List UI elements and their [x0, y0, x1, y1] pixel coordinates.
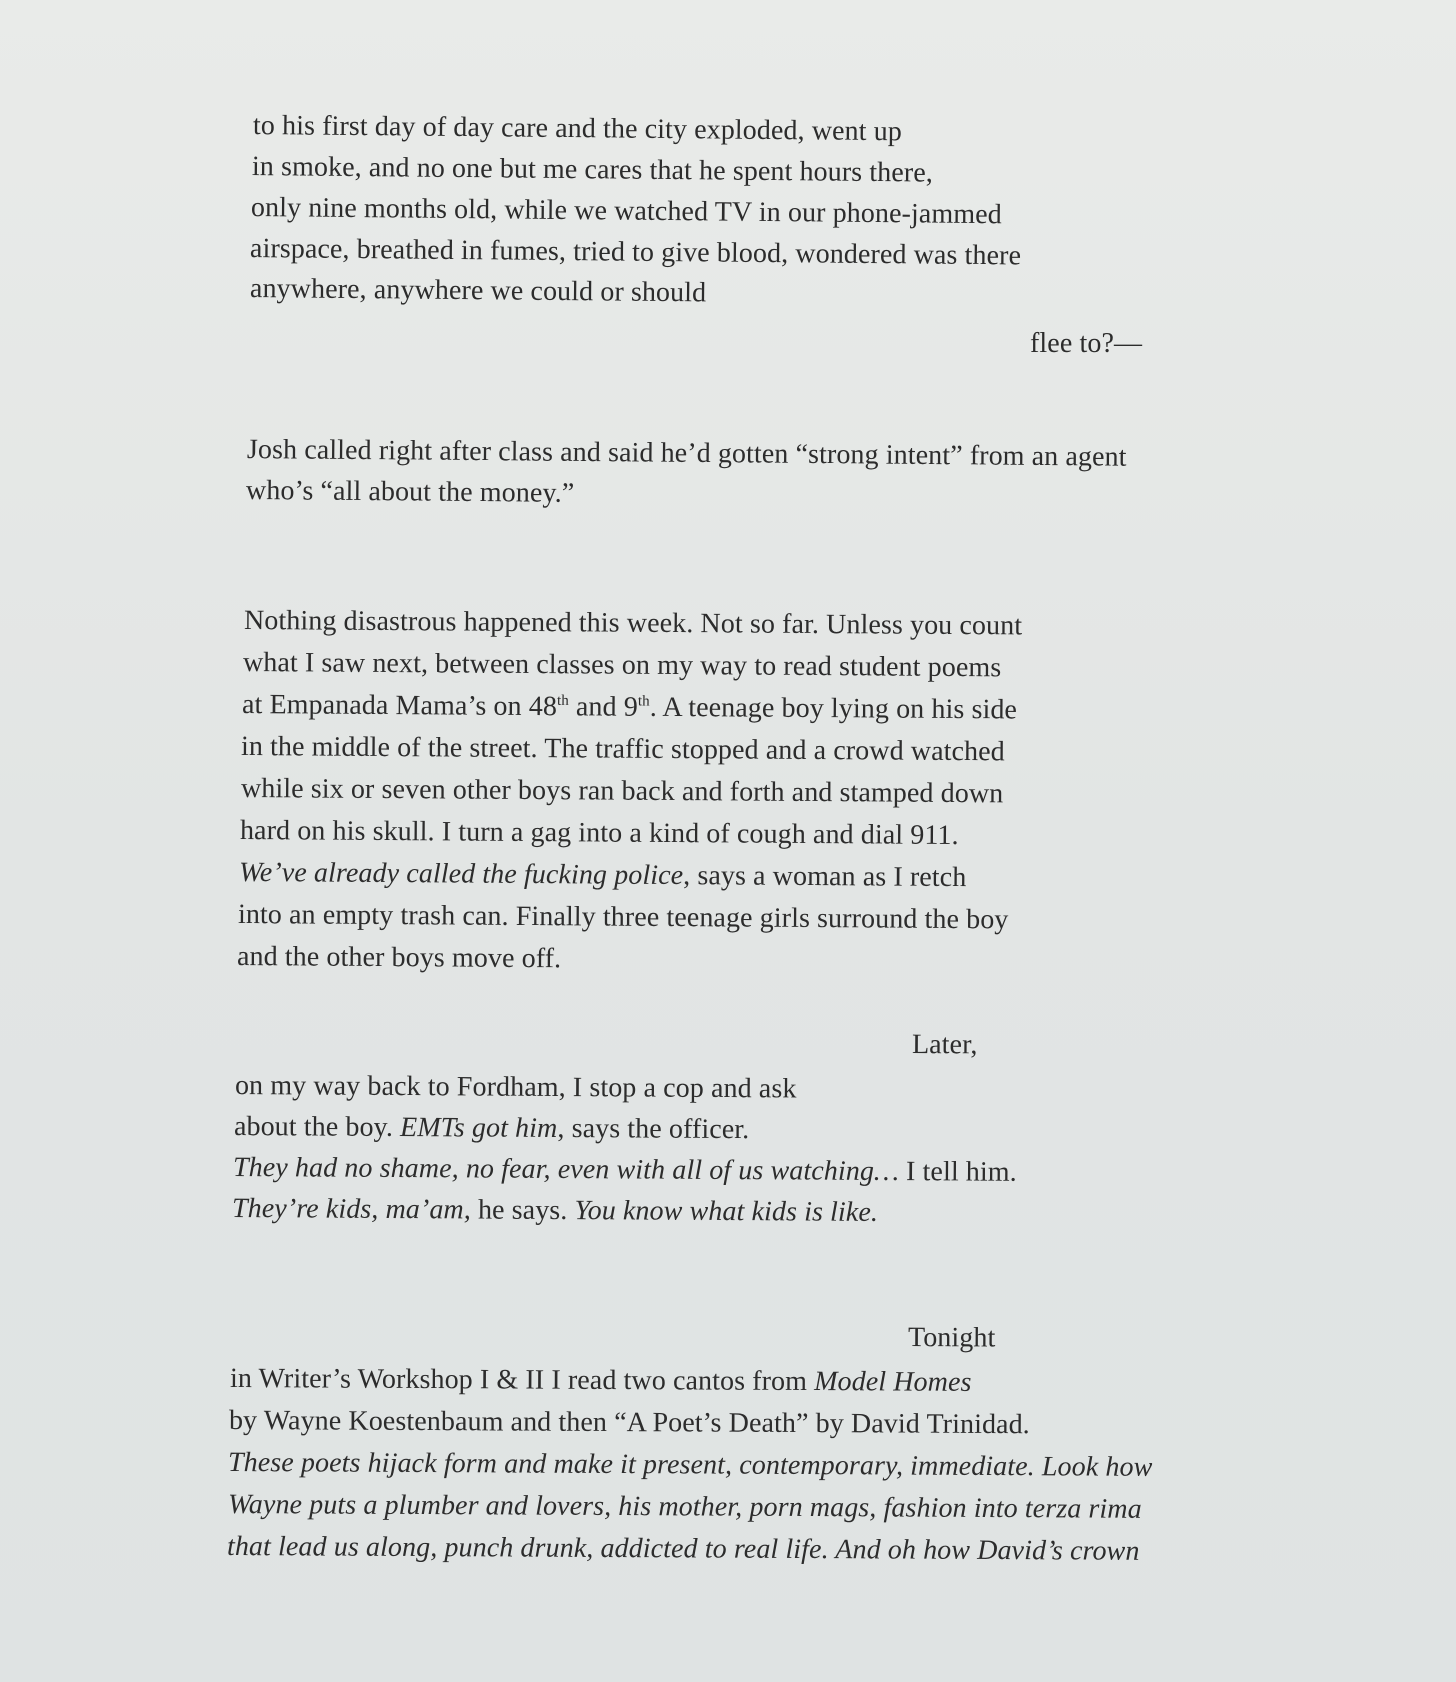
poem-line: These poets hijack form and make it present, contemporary, immediate. Look how: [227, 1447, 1153, 1483]
text-span: about the boy.: [233, 1111, 401, 1144]
text-span: I tell him.: [898, 1156, 1017, 1188]
superscript: th: [637, 693, 650, 710]
italic-span: Model Homes: [814, 1366, 972, 1398]
poem-line: that lead us along, punch drunk, addicted to real life. And oh how David’s crown: [226, 1531, 1140, 1567]
poem-line: [232, 1189, 878, 1233]
poem-line: [234, 1107, 750, 1150]
dropped-line: Later,: [911, 1029, 978, 1061]
italic-span: They had no shame, no fear, even with all of us watching…: [232, 1152, 900, 1188]
poem-line: on my way back to Fordham, I stop a cop and ask: [234, 1070, 797, 1105]
poem-line: to his first day of day care and the city exploded, went up: [252, 110, 903, 148]
text-span: and 9: [568, 691, 638, 723]
italic-span: They’re kids, ma’am,: [231, 1193, 471, 1226]
dropped-line: flee to?—: [1030, 328, 1143, 359]
poem-line: into an empty trash can. Finally three teenage girls surround the boy: [237, 899, 1009, 936]
text-span: , says the officer.: [557, 1112, 750, 1146]
text-span: in Writer’s Workshop I & II I read two cantos from: [229, 1363, 815, 1398]
text-span: at Empanada Mama’s on 48: [241, 689, 558, 723]
italic-span: EMTs got him: [400, 1112, 558, 1144]
poem-line: [230, 1359, 972, 1403]
superscript: th: [556, 692, 569, 709]
poem-line: airspace, breathed in fumes, tried to give blood, wondered was there: [249, 233, 1022, 272]
prose-line: who’s “all about the money.”: [245, 475, 575, 509]
poem-line: in the middle of the street. The traffic stopped and a crowd watched: [240, 731, 1005, 768]
dropped-line: Tonight: [907, 1322, 996, 1354]
poem-line: while six or seven other boys ran back and forth and stamped down: [240, 773, 1004, 810]
poem-line: only nine months old, while we watched TV in our phone-jammed: [250, 192, 1002, 231]
prose-line: Josh called right after class and said he’d gotten “strong intent” from an agent: [246, 434, 1127, 473]
poem-line: [242, 685, 1017, 730]
poem-line: [233, 1148, 1017, 1193]
poem-line: what I saw next, between classes on my way to read student poems: [242, 647, 1002, 684]
poem-line: in smoke, and no one but me cares that he spent hours there,: [251, 151, 934, 189]
poem-line: anywhere, anywhere we could or should: [249, 273, 707, 309]
text-span: . A teenage boy lying on his side: [649, 691, 1018, 726]
poem-line: Nothing disastrous happened this week. Not so far. Unless you count: [243, 605, 1023, 642]
text-span: he says.: [470, 1194, 575, 1227]
text-span: , says a woman as I retch: [683, 860, 967, 894]
italic-span: You know what kids is like.: [574, 1195, 879, 1228]
poem-line: hard on his skull. I turn a gag into a kind of cough and dial 911.: [239, 815, 959, 852]
poem-line: Wayne puts a plumber and lovers, his mother, porn mags, fashion into terza rima: [227, 1489, 1142, 1525]
poem-line: [239, 853, 967, 898]
poem-line: by Wayne Koestenbaum and then “A Poet’s Death” by David Trinidad.: [228, 1405, 1030, 1441]
poem-line: and the other boys move off.: [236, 941, 562, 975]
italic-span: We’ve already called the fucking police: [238, 857, 684, 892]
